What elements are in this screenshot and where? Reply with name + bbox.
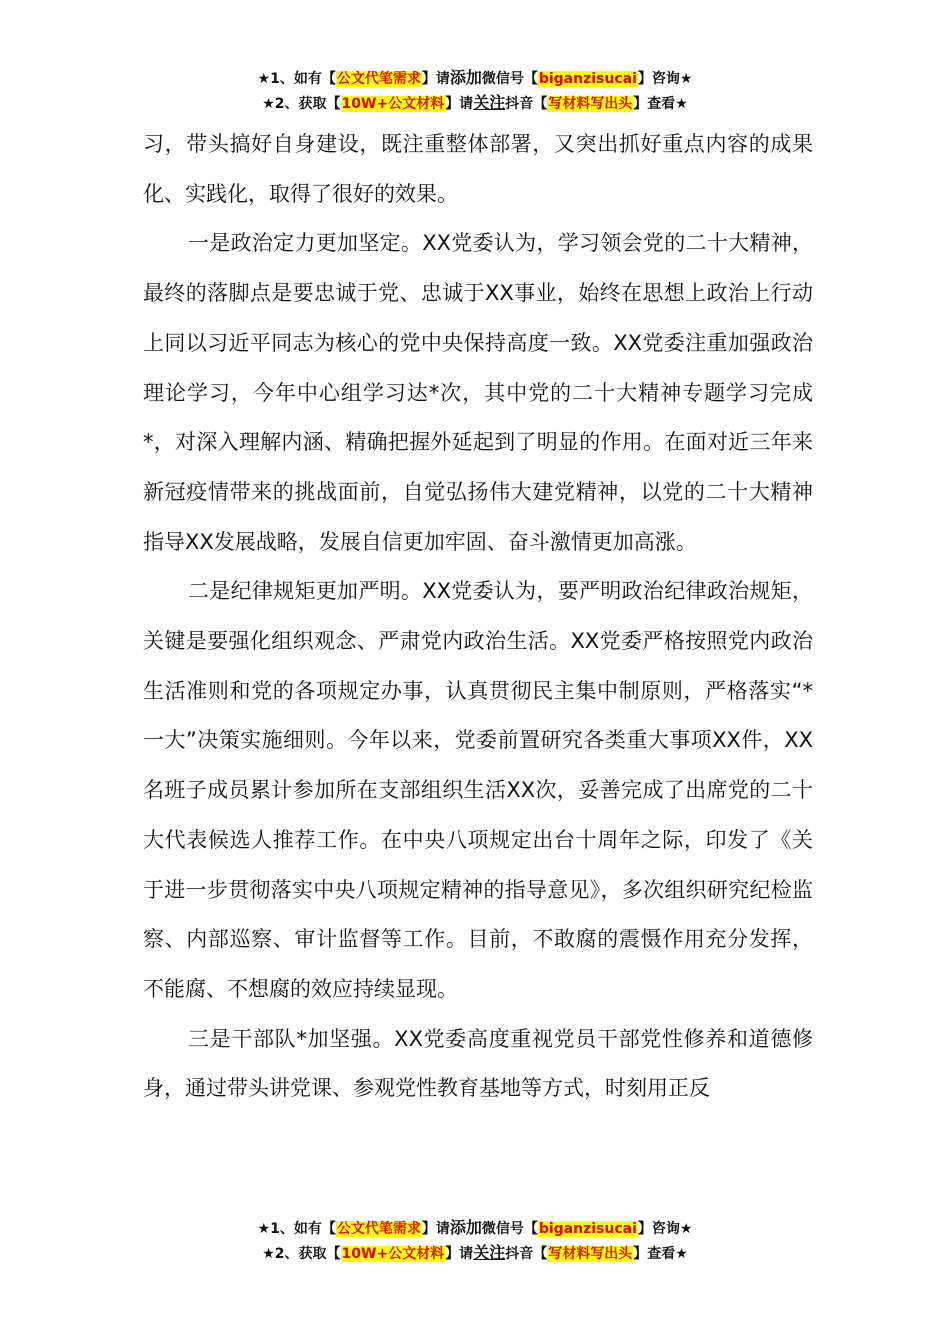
banner-highlight: 公文代笔需求 [336,1221,421,1237]
banner-row-1 [0,1216,950,1241]
header-banner [0,66,950,116]
banner-highlight: 写材料写出头 [548,96,633,112]
banner-text: ★2、获取【 [262,96,341,112]
banner-highlight: 公文代笔需求 [336,71,421,87]
banner-text: 抖音【 [505,1246,548,1262]
banner-highlight: 10W+公文材料 [341,1246,445,1262]
banner-text: 】查看★ [633,96,688,112]
paragraph-cadre-team: 三是干部队*加坚强。XX党委高度重视党员干部党性修养和道德修身，通过带头讲党课、参观党性教育基地等方式，时刻用正反 [143,1026,813,1101]
paragraph-discipline: 二是纪律规矩更加严明。XX党委认为，要严明政治纪律政治规矩，关键是要强化组织观念、严肃党内政治生活。XX党委严格按照党内政治生活准则和党的各项规定办事，认真贯彻民主集中制原则，严格落实“*一大”决策实施细则。今年以来，党委前置研究各类重大事项XX件，XX名班子成员累计参加所在支部组织生活XX次，妥善完成了出席党的二十大代表候选人推荐工作。在中央八项规定出台十周年之际，印发了《关于进一步贯彻落实中央八项规定精神的指导意见》，多次组织研究纪检监察、内部巡察、审计监督等工作。目前，不敢腐的震慑作用充分发挥，不能腐、不想腐的效应持续显现。 [143,579,813,1001]
document-body [143,120,813,1114]
banner-text: 微信号【 [481,71,538,87]
paragraph-continuation: 习，带头搞好自身建设，既注重整体部署，又突出抓好重点内容的成果化、实践化，取得了很好的效果。 [143,132,813,206]
banner-text: 微信号【 [481,1221,538,1237]
banner-highlight: biganzisucai [538,1221,637,1237]
banner-emphasis: 关注 [473,93,506,112]
banner-text: 】请 [421,1221,450,1237]
banner-text: 抖音【 [505,96,548,112]
paragraph-political-stance: 一是政治定力更加坚定。XX党委认为，学习领会党的二十大精神，最终的落脚点是要忠诚于党、忠诚于XX事业，始终在思想上政治上行动上同以习近平同志为核心的党中央保持高度一致。XX党委注重加强政治理论学习，今年中心组学习达*次，其中党的二十大精神专题学习完成*，对深入理解内涵、精确把握外延起到了明显的作用。在面对近三年来新冠疫情带来的挑战面前，自觉弘扬伟大建党精神，以党的二十大精神指导XX发展战略，发展自信更加牢固、奋斗激情更加高涨。 [143,231,813,554]
banner-highlight: 10W+公文材料 [341,96,445,112]
banner-text: 】请 [421,71,450,87]
banner-text: 】请 [445,96,474,112]
banner-text: 】咨询★ [637,71,693,87]
banner-emphasis: 添加 [449,1218,482,1237]
banner-emphasis: 关注 [473,1243,506,1262]
banner-row-2 [0,91,950,116]
banner-row-1 [0,66,950,91]
banner-highlight: 写材料写出头 [548,1246,633,1262]
banner-text: ★1、如有【 [257,71,336,87]
banner-text: 】咨询★ [637,1221,693,1237]
banner-text: 】查看★ [633,1246,688,1262]
footer-banner [0,1216,950,1266]
banner-text: ★1、如有【 [257,1221,336,1237]
banner-emphasis: 添加 [449,68,482,87]
banner-row-2 [0,1241,950,1266]
banner-text: 】请 [445,1246,474,1262]
banner-text: ★2、获取【 [262,1246,341,1262]
banner-highlight: biganzisucai [538,71,637,87]
